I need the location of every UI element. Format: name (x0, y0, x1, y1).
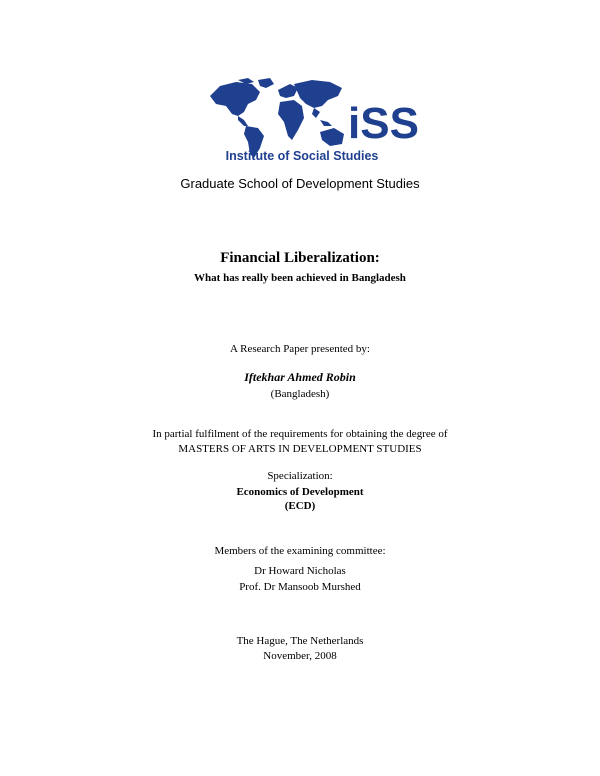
logo-name: Institute of Social Studies (225, 149, 379, 163)
place: The Hague, The Netherlands (236, 635, 364, 647)
logo-acronym: iSS (348, 99, 419, 148)
degree-name: MASTERS OF ARTS IN DEVELOPMENT STUDIES (178, 443, 422, 455)
author-name: Iftekhar Ahmed Robin (244, 370, 356, 384)
iss-logo (202, 76, 419, 166)
world-map-icon (202, 76, 419, 166)
specialization-name: Economics of Development (236, 486, 364, 498)
fulfilment-statement: In partial fulfilment of the requirements for obtaining the degree of (152, 428, 448, 440)
paper-subtitle: What has really been achieved in Bangladesh (194, 272, 406, 284)
paper-title: Financial Liberalization: (220, 250, 380, 266)
committee-label: Members of the examining committee: (214, 545, 386, 557)
specialization-abbreviation: (ECD) (284, 500, 316, 512)
specialization-label: Specialization: (267, 470, 333, 482)
author-country: (Bangladesh) (270, 388, 330, 400)
school-name: Graduate School of Development Studies (180, 176, 420, 191)
date: November, 2008 (263, 650, 337, 662)
committee-member: Dr Howard Nicholas (254, 565, 346, 577)
committee-member: Prof. Dr Mansoob Murshed (239, 581, 361, 593)
presented-by-label: A Research Paper presented by: (230, 343, 370, 355)
